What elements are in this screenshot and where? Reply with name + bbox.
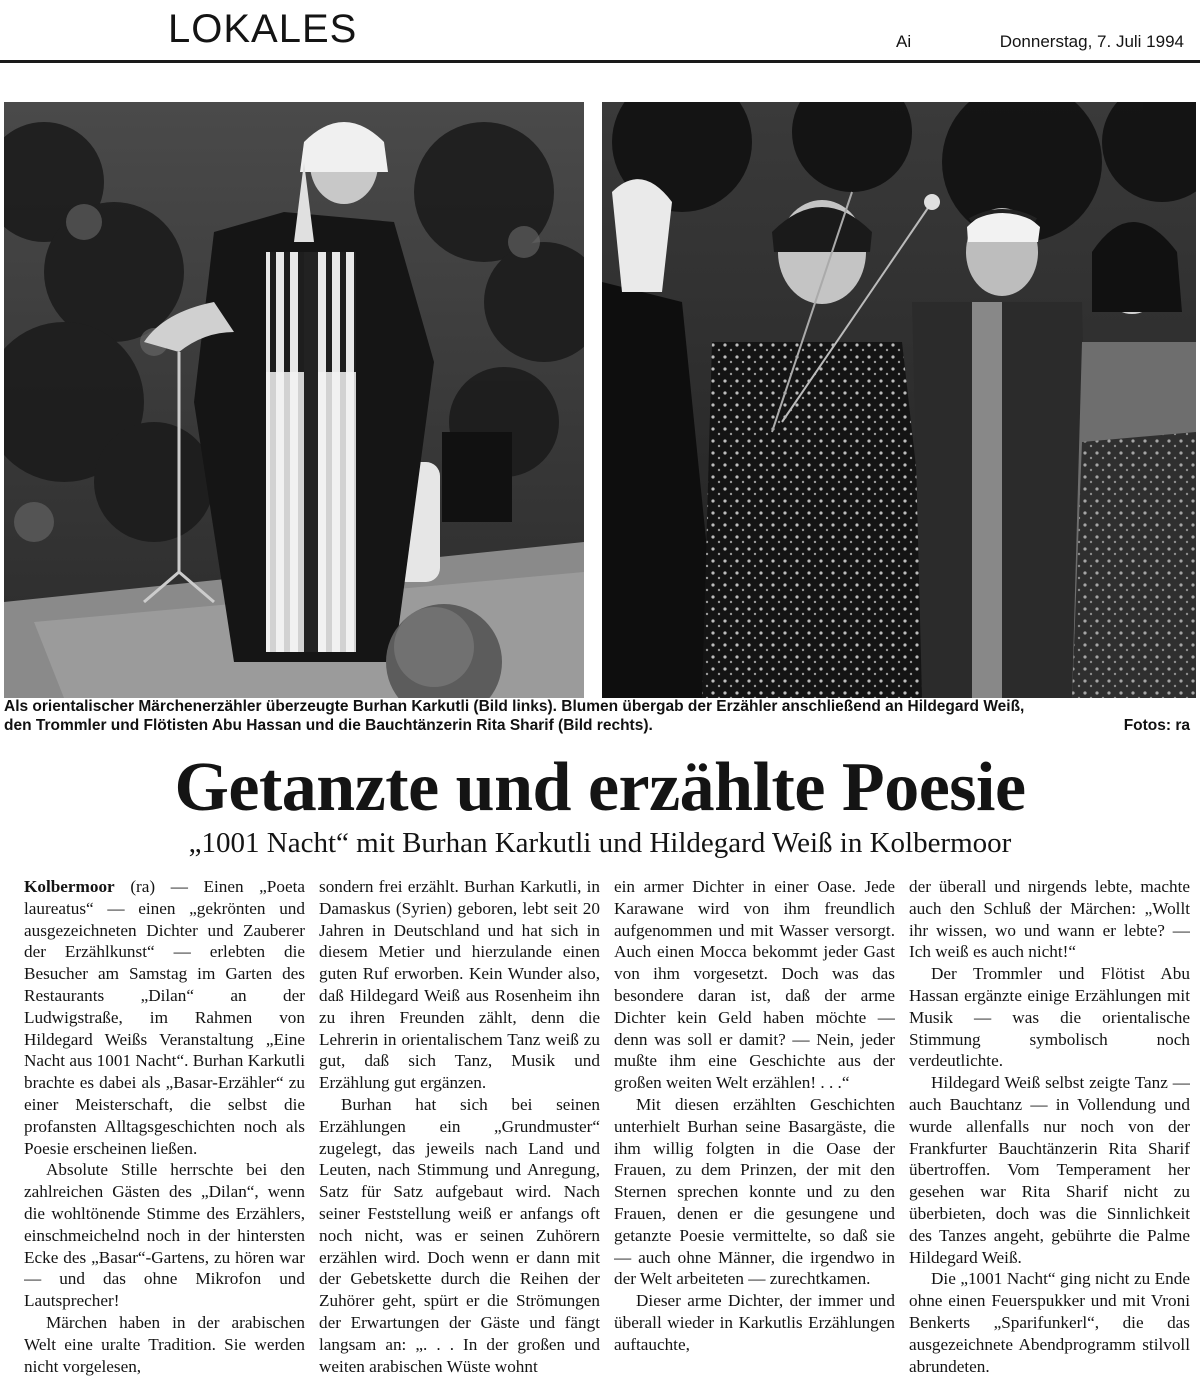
paragraph: sondern frei erzählt. Burhan Karkutli, in Damaskus (Syrien) geboren, lebt seit 20 Jahren in Deutschland und hat sich in diesem Metier und hierzulande einen guten Ruf erworben. Kein Wunder also, daß Hildegard Weiß aus Rosenheim ihn zu ihren Freunden zählt, denn die Lehrerin in orientalischem Tanz weiß zu gut, daß sich Tanz, Musik und Erzählung gut ergänzen. xyxy=(319,877,600,1093)
paragraph: Die „1001 Nacht“ ging nicht zu Ende ohne einen Feuerspukker und mit Vroni Benkerts „Sparifunkerl“, die das ausgezeichnete Abendprogramm stilvoll abrundeten. xyxy=(909,1269,1190,1376)
article-column-1 xyxy=(24,876,305,1396)
paragraph: der überall und nirgends lebte, machte auch den Schluß der Märchen: „Wollt ihr wissen, wo und wann er lebte? — Ich weiß es auch nicht!“ xyxy=(909,877,1190,962)
dateline: Kolbermoor xyxy=(24,877,115,896)
paragraph: Hildegard Weiß selbst zeigte Tanz — auch Bauchtanz — in Vollendung und wurde allenfalls nur noch von der Frankfurter Bauchtänzerin Rita Sharif übertroffen. Vom Temperament her gesehen war Rita Sharif nicht zu überbieten, doch was die Sinnlichkeit des Tanzes angeht, gebührte die Palme Hildegard Weiß. xyxy=(909,1073,1190,1267)
paragraph-text: (ra) — Einen „Poeta laureatus“ — einen „gekrönten und ausgezeichneten Dichter und Zauberer der Erzählkunst“ — erlebten die Besucher am Samstag im Garten des Restaurants „Dilan“ an der Ludwigstraße, im Rahmen von Hildegard Weißs Veranstaltung „Eine Nacht aus 1001 Nacht“. Burhan Karkutli brachte es dabei als „Basar-Erzähler“ zu einer Meisterschaft, die selbst die profansten Alltagsgeschichten noch als Poesie erscheinen ließen. xyxy=(24,877,305,1158)
caption-line-2: den Trommler und Flötisten Abu Hassan und die Bauchtänzerin Rita Sharif (Bild rechts). xyxy=(4,717,653,734)
paragraph: Märchen haben in der arabischen Welt eine uralte Tradition. Sie werden nicht vorgelesen, xyxy=(24,1312,305,1376)
article-subheadline: „1001 Nacht“ mit Burhan Karkutli und Hildegard Weiß in Kolbermoor xyxy=(188,827,1012,859)
masthead-rule xyxy=(0,60,1200,63)
paragraph: Absolute Stille herrschte bei den zahlreichen Gästen des „Dilan“, wenn die wohltönende Stimme des Erzählers, einschmeichelnd noch in der hintersten Ecke des „Basar“-Gartens, zu hören war — und das ohne Mikrofon und Lautsprecher! xyxy=(24,1160,305,1311)
paragraph: Der Trommler und Flötist Abu Hassan ergänzte einige Erzählungen mit Musik — was die orientalische Stimmung symbolisch noch verdeutlichte. xyxy=(909,964,1190,1071)
paragraph: ein armer Dichter in einer Oase. Jede Karawane wird von ihm freundlich aufgenommen und mit Wasser versorgt. Auch einen Mocca bekommt jeder Gast von ihm vorgesetzt. Doch was das besondere daran ist, daß der arme Dichter kein Geld haben möchte — denn was soll er damit? — Nein, jeder mußte ihm eine Geschichte aus der großen weiten Welt erzählen! . . .“ xyxy=(614,877,895,1093)
edition-code: Ai xyxy=(896,32,912,51)
paragraph: Mit diesen erzählten Geschichten unterhielt Burhan seine Basargäste, die ihm willig folgten in die Oase der Frauen, zu dem Prinzen, der mit den Sternen sprechen konnte und zu den Frauen, denen er die gesungene und getanzte Poesie vermittelte, so daß sie — auch ohne Männer, die irgendwo in der Welt arbeiteten — zurechtkamen. xyxy=(614,1094,895,1289)
article-column-4 xyxy=(909,876,1190,1396)
storyteller-photo-art xyxy=(4,102,584,698)
article-body xyxy=(24,876,1190,1396)
paragraph: Burhan hat sich bei seinen Erzählungen ein „Grundmuster“ zugelegt, das jeweils nach Land und Leuten, nach Stimmung und Anregung, Satz für Satz aufgebaut wird. Nach seiner Feststellung weiß er anfangs oft noch nicht, was er seinen Zuhörern erzählen wird. Doch wenn er dann mit der Gebetskette durch die Reihen der Zuhörer geht, spürt er die Strömungen der Erwartungen der Gäste und fängt langsam an: „. . . In der großen und weiten arabischen Wüste wohnt xyxy=(319,1094,600,1376)
section-title: LOKALES xyxy=(168,7,358,51)
performers-photo xyxy=(602,102,1196,698)
article-column-2 xyxy=(319,876,600,1396)
article-column-3 xyxy=(614,876,895,1396)
caption-line-1: Als orientalischer Märchenerzähler überzeugte Burhan Karkutli (Bild links). Blumen übergab der Erzähler anschließend an Hildegard Weiß, xyxy=(4,698,1025,715)
article-headline: Getanzte und erzählte Poesie xyxy=(174,749,1026,826)
paragraph: Dieser arme Dichter, der immer und überall wieder in Karkutlis Erzählungen auftauchte, xyxy=(614,1291,895,1354)
issue-date: Donnerstag, 7. Juli 1994 xyxy=(999,32,1184,51)
masthead xyxy=(0,0,1200,62)
photo-credit: Fotos: ra xyxy=(1123,717,1190,734)
performers-photo-art xyxy=(602,102,1196,698)
paragraph xyxy=(24,876,305,1159)
photo-caption xyxy=(4,697,1190,735)
storyteller-photo xyxy=(4,102,584,698)
